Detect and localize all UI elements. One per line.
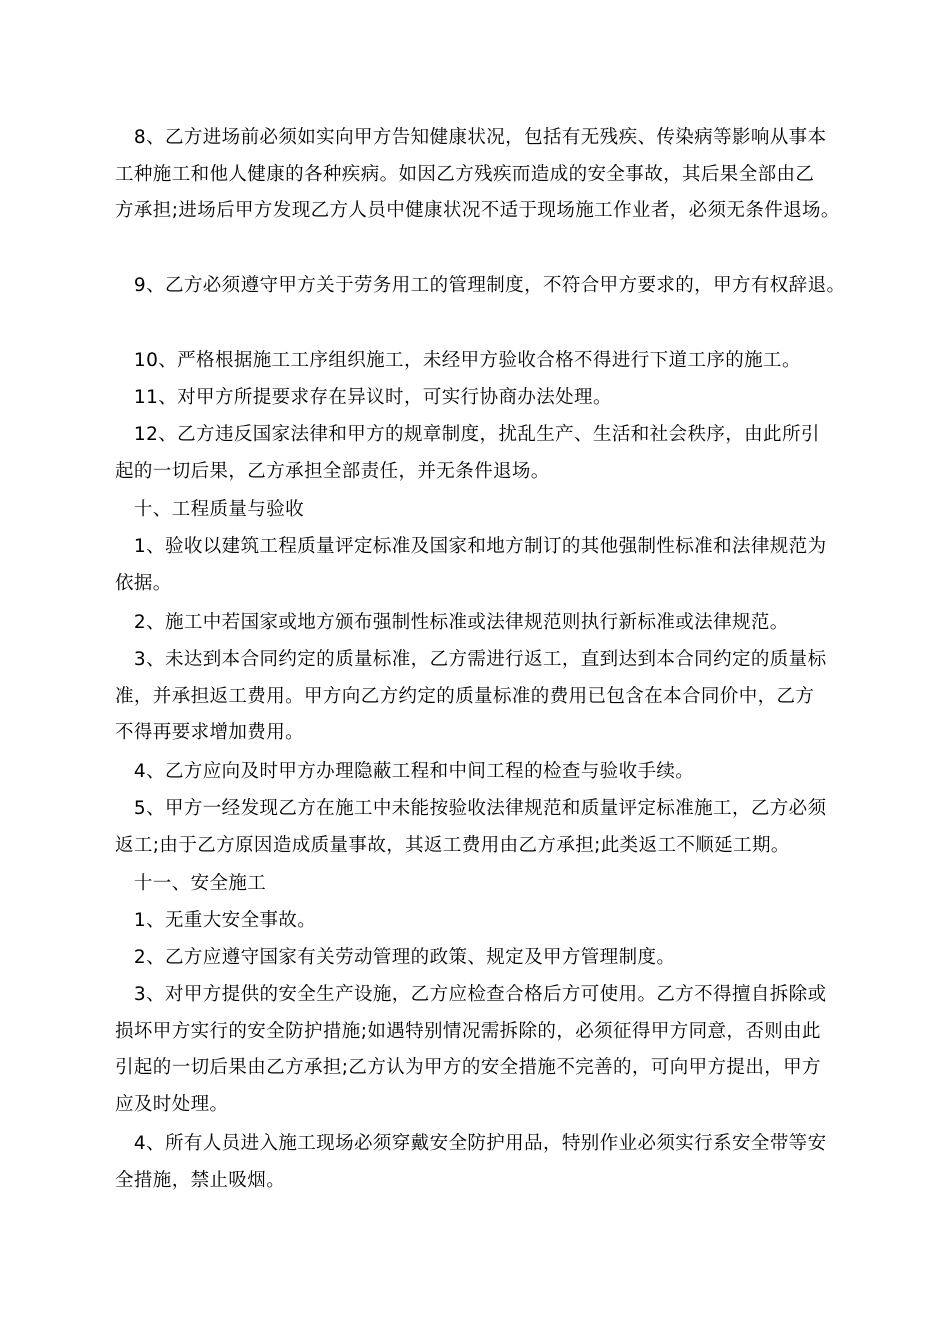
text-line: 工种施工和他人健康的各种疾病。如因乙方残疾而造成的安全事故，其后果全部由乙 [115, 163, 815, 185]
text-line: 4、所有人员进入施工现场必须穿戴安全防护用品，特别作业必须实行系安全带等安 [115, 1133, 827, 1154]
section-heading-quality [115, 492, 840, 529]
section-heading-safety [115, 866, 840, 903]
text-line: 9、乙方必须遵守甲方关于劳务用工的管理制度，不符合甲方要求的，甲方有权辞退。 [115, 275, 846, 296]
paragraph-11 [115, 380, 840, 417]
text-line: 不得再要求增加费用。 [115, 722, 305, 744]
text-line: 损坏甲方实行的安全防护措施;如遇特别情况需拆除的，必须征得甲方同意，否则由此 [115, 1020, 821, 1042]
paragraph-9 [115, 268, 846, 305]
safety-item-1 [115, 903, 840, 940]
text-line: 十一、安全施工 [115, 873, 267, 894]
paragraph-12 [115, 417, 840, 490]
text-line: 3、未达到本合同约定的质量标准，乙方需进行返工，直到达到本合同约定的质量标 [115, 649, 827, 670]
text-line: 4、乙方应向及时甲方办理隐蔽工程和中间工程的检查与验收手续。 [115, 761, 695, 782]
quality-item-5 [115, 791, 840, 864]
safety-item-2 [115, 940, 840, 977]
safety-item-3 [115, 977, 840, 1124]
text-line: 返工;由于乙方原因造成质量事故，其返工费用由乙方承担;此类返工不顺延工期。 [115, 834, 790, 856]
quality-item-3 [115, 642, 840, 752]
text-line: 应及时处理。 [115, 1094, 229, 1116]
text-line: 1、验收以建筑工程质量评定标准及国家和地方制订的其他强制性标准和法律规范为 [115, 536, 827, 557]
text-line: 起的一切后果，乙方承担全部责任，并无条件退场。 [115, 460, 550, 482]
text-line: 10、严格根据施工工序组织施工，未经甲方验收合格不得进行下道工序的施工。 [115, 350, 801, 371]
text-line: 3、对甲方提供的安全生产设施，乙方应检查合格后方可使用。乙方不得擅自拆除或 [115, 984, 827, 1005]
text-line: 11、对甲方所提要求存在异议时，可实行协商办法处理。 [115, 387, 612, 408]
text-line: 引起的一切后果由乙方承担;乙方认为甲方的安全措施不完善的，可向甲方提出，甲方 [115, 1057, 821, 1079]
text-line: 依据。 [115, 572, 172, 594]
text-line: 1、无重大安全事故。 [115, 910, 317, 931]
text-line: 8、乙方进场前必须如实向甲方告知健康状况，包括有无残疾、传染病等影响从事本 [115, 127, 827, 148]
quality-item-1 [115, 529, 840, 602]
quality-item-2 [115, 605, 840, 642]
text-line: 12、乙方违反国家法律和甲方的规章制度，扰乱生产、生活和社会秩序，由此所引 [115, 424, 820, 445]
text-line: 方承担;进场后甲方发现乙方人员中健康状况不适于现场施工作业者，必须无条件退场。 [115, 200, 840, 222]
safety-item-4 [115, 1126, 840, 1199]
text-line: 5、甲方一经发现乙方在施工中未能按验收法律规范和质量评定标准施工，乙方必须 [115, 798, 827, 819]
text-line: 2、施工中若国家或地方颁布强制性标准或法律规范则执行新标准或法律规范。 [115, 612, 789, 633]
text-line: 2、乙方应遵守国家有关劳动管理的政策、规定及甲方管理制度。 [115, 947, 676, 968]
text-line: 全措施，禁止吸烟。 [115, 1169, 286, 1191]
quality-item-4 [115, 754, 840, 791]
paragraph-10 [115, 343, 840, 380]
text-line: 十、工程质量与验收 [115, 499, 305, 520]
paragraph-8 [115, 120, 840, 230]
text-line: 准，并承担返工费用。甲方向乙方约定的质量标准的费用已包含在本合同价中，乙方 [115, 685, 815, 707]
